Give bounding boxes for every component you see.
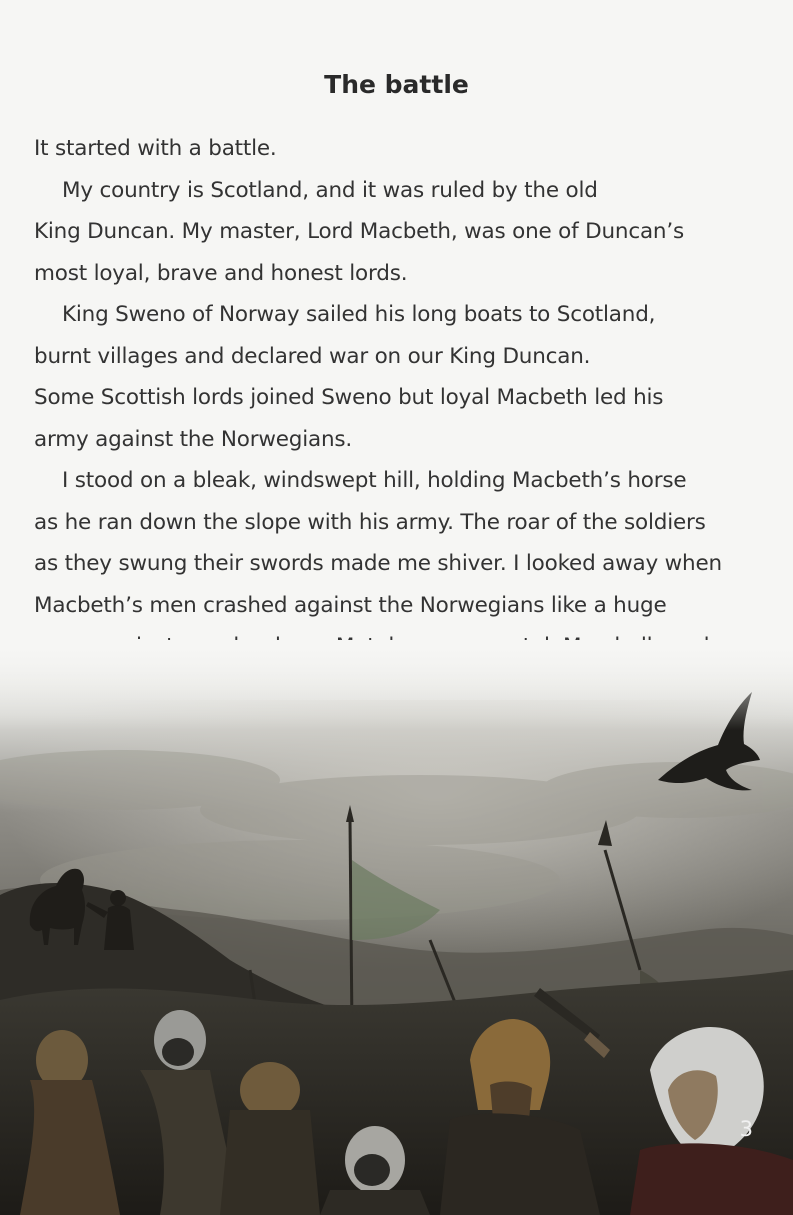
story-line: as he ran down the slope with his army. The roar of the soldiers (34, 509, 706, 535)
story-line: Some Scottish lords joined Sweno but loyal Macbeth led his (34, 385, 664, 410)
page-title: The battle (324, 70, 469, 99)
story-text (34, 128, 754, 709)
story-line: as they swung their swords made me shiver. I looked away when (34, 551, 722, 576)
story-line: My country is Scotland, and it was ruled by the old (62, 177, 598, 203)
story-line: most loyal, brave and honest lords. (34, 260, 408, 286)
story-line: King Sweno of Norway sailed his long boats to Scotland, (62, 302, 656, 327)
story-line: army against the Norwegians. (34, 426, 353, 452)
story-line: King Duncan. My master, Lord Macbeth, was one of Duncan’s (34, 219, 684, 244)
story-line: It started with a battle. (34, 136, 277, 161)
story-line: I stood on a bleak, windswept hill, holding Macbeth’s horse (62, 468, 687, 493)
story-line: burnt villages and declared war on our King Duncan. (34, 343, 591, 369)
battle-illustration (0, 640, 793, 1215)
story-line: Macbeth’s men crashed against the Norwegians like a huge (34, 592, 667, 618)
page-number: 3 (739, 1117, 753, 1141)
